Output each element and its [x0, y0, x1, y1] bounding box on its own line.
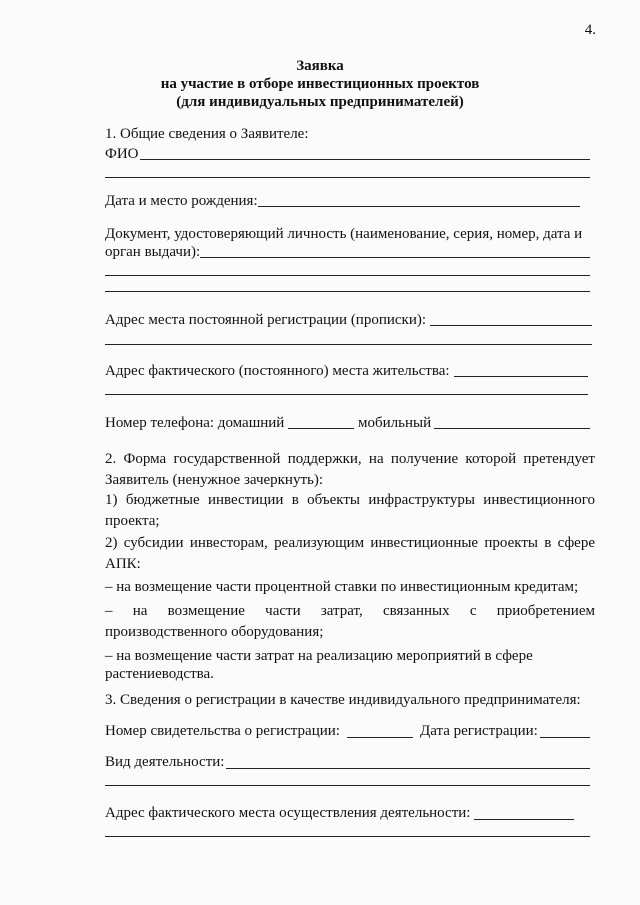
mobile-phone-field[interactable] [434, 428, 590, 429]
subsidy-interest-rate[interactable]: – на возмещение части процентной ставки по инвестиционным кредитам; [105, 579, 579, 595]
mobile-phone-label: мобильный [358, 415, 432, 431]
registration-address-field-line2[interactable] [105, 344, 592, 345]
registration-address-field[interactable] [430, 325, 592, 326]
home-phone-field[interactable] [288, 428, 354, 429]
activity-type-field-line2[interactable] [105, 785, 590, 786]
section3-heading: 3. Сведения о регистрации в качестве индивидуального предпринимателя: [105, 692, 581, 708]
document-field-line3[interactable] [105, 291, 590, 292]
subsidy-crop-production-continuation: растениеводства. [105, 666, 214, 682]
activity-type-field[interactable] [226, 768, 590, 769]
document-field-line2[interactable] [105, 275, 590, 276]
document-field[interactable] [200, 257, 590, 258]
activity-address-field-line2[interactable] [105, 836, 590, 837]
support-option-budget-investments[interactable]: 1) бюджетные инвестиции в объекты инфраструктуры инвестиционного проекта; [105, 492, 595, 529]
form-title: Заявка [296, 58, 344, 74]
document-label-continuation: орган выдачи): [105, 244, 201, 260]
actual-address-label: Адрес фактического (постоянного) места жительства: [105, 363, 450, 379]
page-number: 4. [584, 22, 596, 38]
fio-label: ФИО [105, 146, 139, 162]
subsidy-equipment-costs[interactable]: – на возмещение части затрат, связанных с приобретением производственного оборудования; [105, 603, 595, 640]
activity-address-label: Адрес фактического места осуществления деятельности: [105, 805, 471, 821]
birth-field[interactable] [258, 206, 580, 207]
certificate-number-label: Номер свидетельства о регистрации: [105, 723, 340, 739]
certificate-number-field[interactable] [347, 737, 413, 738]
activity-type-label: Вид деятельности: [105, 754, 225, 770]
form-subtitle-applicant-type: (для индивидуальных предпринимателей) [176, 94, 464, 110]
home-phone-label: Номер телефона: домашний [105, 415, 285, 431]
birth-label: Дата и место рождения: [105, 193, 258, 209]
registration-date-field[interactable] [540, 737, 590, 738]
actual-address-field[interactable] [454, 376, 588, 377]
activity-address-field[interactable] [474, 819, 574, 820]
section1-heading: 1. Общие сведения о Заявителе: [105, 126, 309, 142]
registration-date-label: Дата регистрации: [420, 723, 538, 739]
fio-field-continuation[interactable] [105, 177, 590, 178]
support-option-subsidies[interactable]: 2) субсидии инвесторам, реализующим инвестиционные проекты в сфере АПК: [105, 535, 595, 572]
document-label: Документ, удостоверяющий личность (наименование, серия, номер, дата и [105, 226, 583, 242]
actual-address-field-line2[interactable] [105, 394, 588, 395]
form-subtitle: на участие в отборе инвестиционных проектов [160, 76, 480, 92]
subsidy-crop-production[interactable]: – на возмещение части затрат на реализацию мероприятий в сфере [105, 648, 533, 664]
section2-heading: 2. Форма государственной поддержки, на получение которой претендует Заявитель (ненужное зачеркнуть): [105, 451, 595, 488]
fio-field[interactable] [140, 159, 590, 160]
registration-address-label: Адрес места постоянной регистрации (прописки): [105, 312, 427, 328]
